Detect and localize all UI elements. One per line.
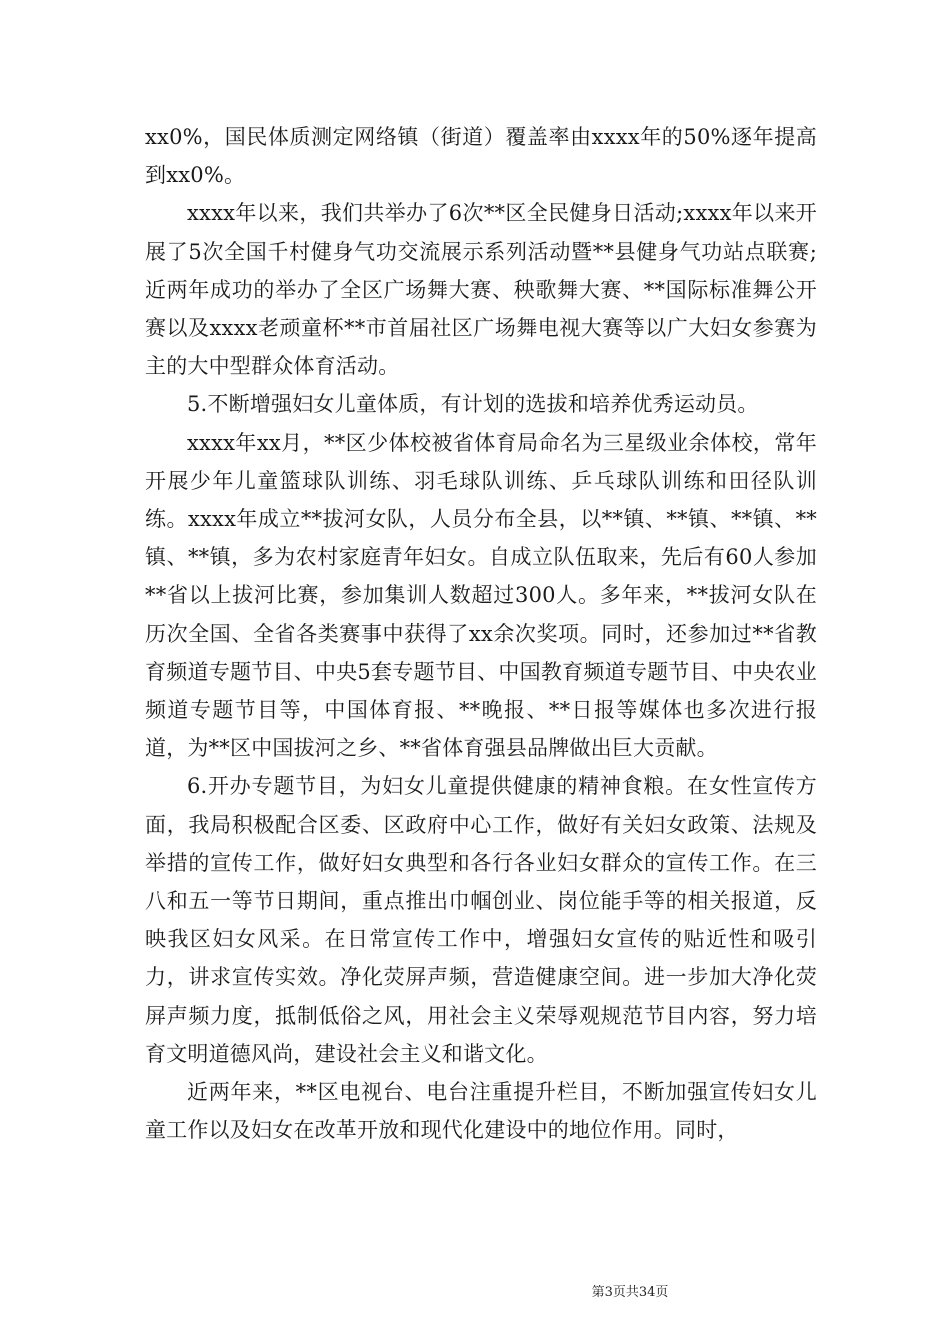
document-body xyxy=(145,118,817,1149)
paragraph-3-heading: 5.不断增强妇女儿童体质，有计划的选拔和培养优秀运动员。 xyxy=(187,392,759,417)
paragraph-1: xx0%，国民体质测定网络镇（街道）覆盖率由xxxx年的50%逐年提高到xx0%。 xyxy=(145,125,817,188)
paragraph-2: xxxx年以来，我们共举办了6次**区全民健身日活动;xxxx年以来开展了5次全国千村健身气功交流展示系列活动暨**县健身气功站点联赛;近两年成功的举办了全区广场舞大赛、秧歌舞大赛、**国际标准舞公开赛以及xxxx老顽童杯**市首届社区广场舞电视大赛等以广大妇女参赛为主的大中型群众体育活动。 xyxy=(145,201,817,379)
paragraph-6: 近两年来，**区电视台、电台注重提升栏目，不断加强宣传妇女儿童工作以及妇女在改革开放和现代化建设中的地位作用。同时， xyxy=(145,1080,817,1143)
page-footer xyxy=(0,1281,950,1300)
page-number: 第3页共34页 xyxy=(591,1285,669,1300)
paragraph-4: xxxx年xx月，**区少体校被省体育局命名为三星级业余体校，常年开展少年儿童篮球队训练、羽毛球队训练、乒乓球队训练和田径队训练。xxxx年成立**拔河女队，人员分布全县，以**镇、**镇、**镇、**镇、**镇，多为农村家庭青年妇女。自成立队伍取来，先后有60人参加**省以上拔河比赛，参加集训人数超过300人。多年来，**拔河女队在历次全国、全省各类赛事中获得了xx余次奖项。同时，还参加过**省教育频道专题节目、中央5套专题节目、中国教育频道专题节目、中央农业频道专题节目等，中国体育报、**晚报、**日报等媒体也多次进行报道，为**区中国拔河之乡、**省体育强县品牌做出巨大贡献。 xyxy=(145,430,817,761)
paragraph-5: 6.开办专题节目，为妇女儿童提供健康的精神食粮。在女性宣传方面，我局积极配合区委、区政府中心工作，做好有关妇女政策、法规及举措的宣传工作，做好妇女典型和各行各业妇女群众的宣传工作。在三八和五一等节日期间，重点推出巾帼创业、岗位能手等的相关报道，反映我区妇女风采。在日常宣传工作中，增强妇女宣传的贴近性和吸引力，讲求宣传实效。净化荧屏声频，营造健康空间。进一步加大净化荧屏声频力度，抵制低俗之风，用社会主义荣辱观规范节目内容，努力培育文明道德风尚，建设社会主义和谐文化。 xyxy=(145,774,817,1066)
